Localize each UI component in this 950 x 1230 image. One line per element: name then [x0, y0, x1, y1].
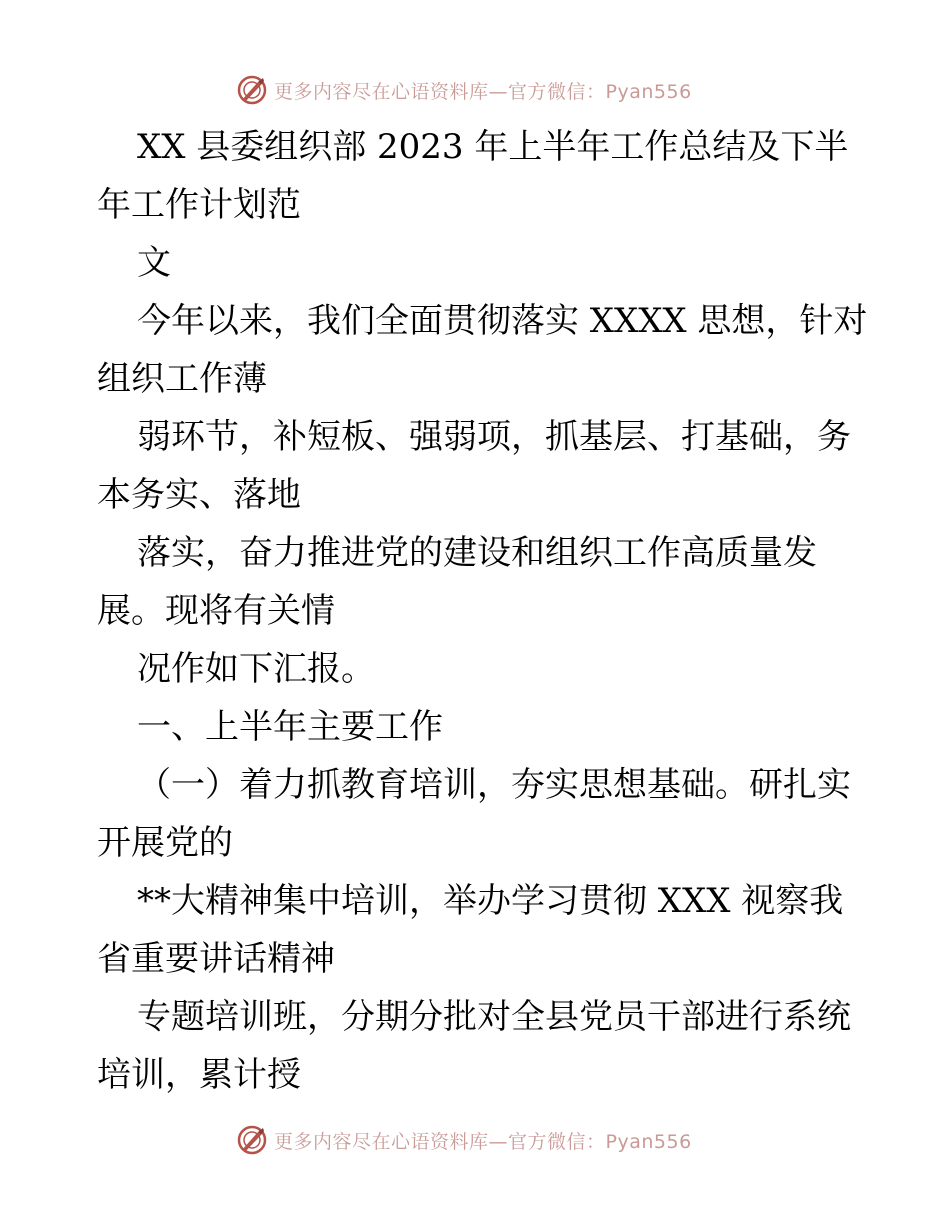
text-line: 一、上半年主要工作 [137, 707, 443, 747]
pen-logo-icon [236, 1124, 268, 1156]
text-line: 年工作计划范 [97, 185, 301, 225]
text-line: 文 [137, 243, 171, 283]
text-line: 开展党的 [97, 823, 233, 863]
text-line: XX 县委组织部 2023 年上半年工作总结及下半 [137, 127, 849, 167]
text-line: 况作如下汇报。 [137, 649, 375, 689]
text-line: 省重要讲话精神 [97, 939, 335, 979]
text-line: 今年以来，我们全面贯彻落实 XXXX 思想，针对 [137, 301, 868, 341]
banner-text: 更多内容尽在心语资料库—官方微信：Pyan556 [274, 1130, 692, 1153]
footer-banner [236, 1122, 692, 1158]
text-line: 本务实、落地 [97, 475, 301, 515]
text-line: 落实，奋力推进党的建设和组织工作高质量发 [137, 533, 817, 573]
text-line: 展。现将有关情 [97, 591, 335, 631]
text-line: 组织工作薄 [97, 359, 267, 399]
pen-logo-icon [236, 74, 268, 106]
text-line: 培训，累计授 [97, 1055, 301, 1095]
text-line: 专题培训班，分期分批对全县党员干部进行系统 [137, 997, 851, 1037]
banner-text: 更多内容尽在心语资料库—官方微信：Pyan556 [274, 80, 692, 103]
document-body [97, 118, 887, 1104]
text-line: **大精神集中培训，举办学习贯彻 XXX 视察我 [137, 881, 844, 921]
text-line: （一）着力抓教育培训，夯实思想基础。研扎实 [137, 765, 851, 805]
header-banner [236, 72, 692, 108]
text-line: 弱环节，补短板、强弱项，抓基层、打基础，务 [137, 417, 851, 457]
